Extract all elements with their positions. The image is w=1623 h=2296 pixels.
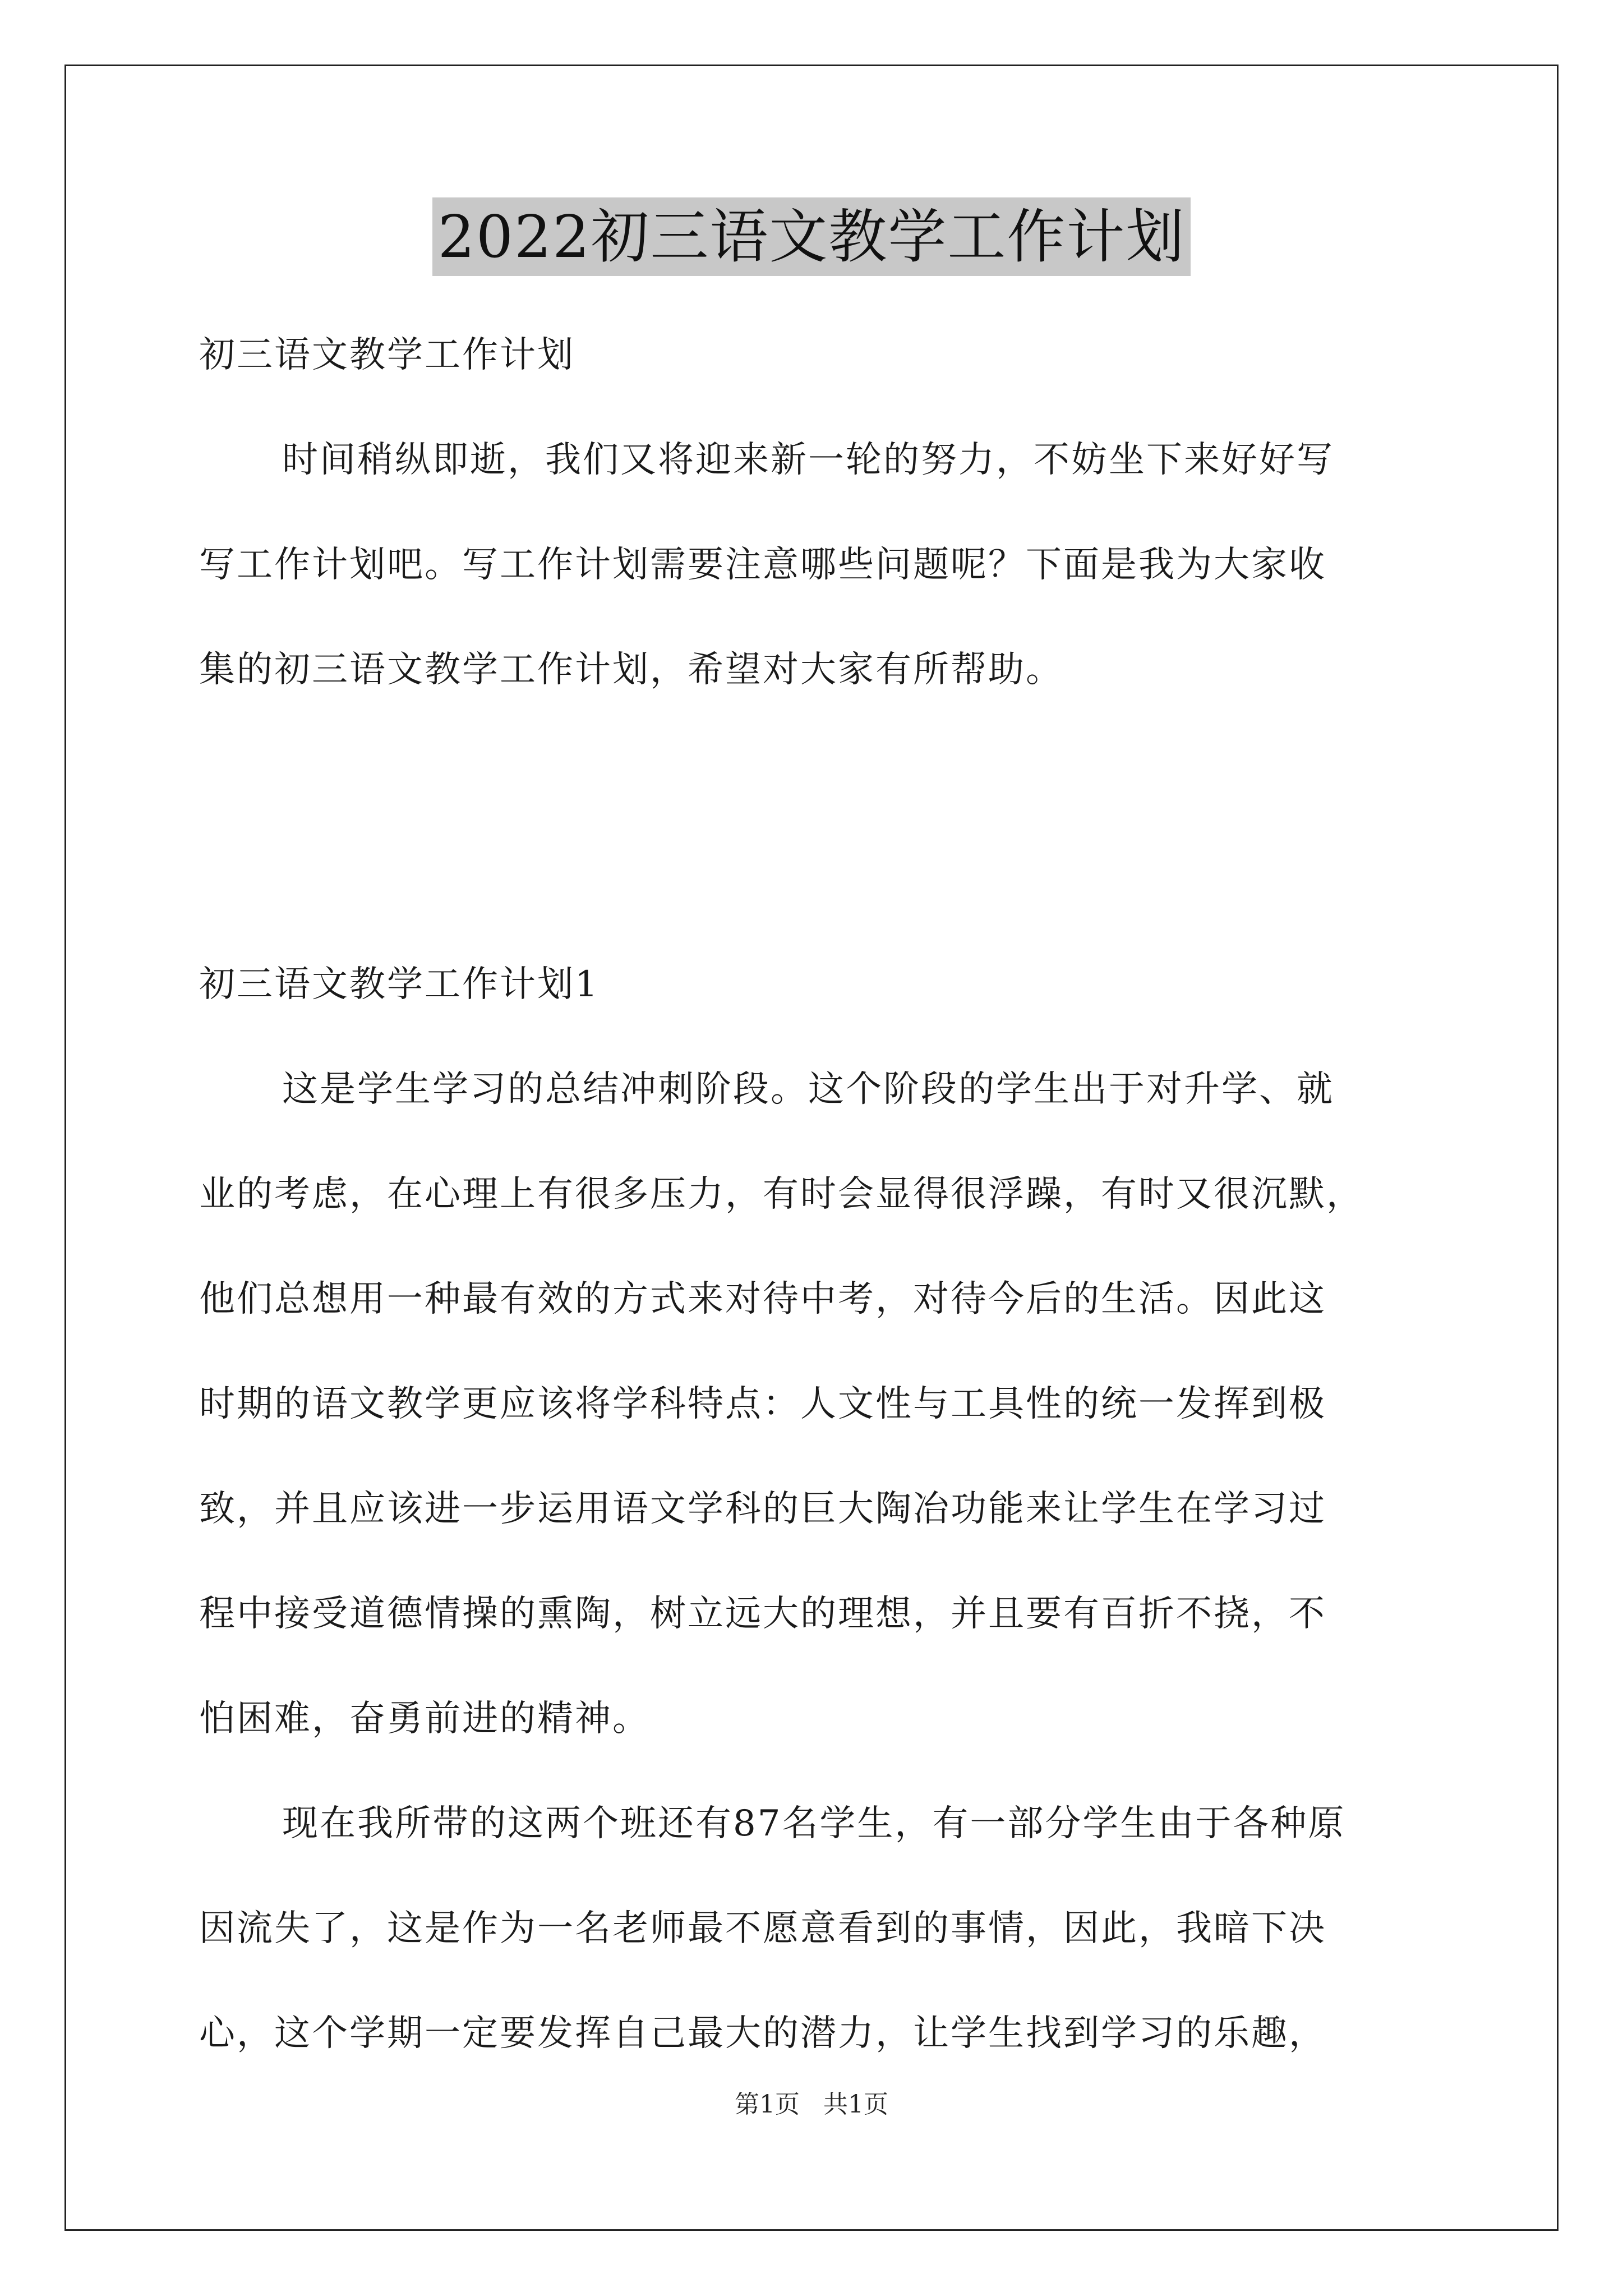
spacer (199, 723, 1450, 932)
paragraph-2 (199, 1772, 1450, 2086)
paragraph-line: 致，并且应该进一步运用语文学科的巨大陶冶功能来让学生在学习过 (199, 1488, 1326, 1530)
paragraph-line: 怕困难，奋勇前进的精神。 (199, 1698, 650, 1740)
section-heading-1: 初三语文教学工作计划1 (199, 964, 600, 1005)
paragraph-line: 心，这个学期一定要发挥自己最大的潜力，让学生找到学习的乐趣， (199, 2013, 1326, 2054)
paragraph-line: 时期的语文教学更应该将学科特点：人文性与工具性的统一发挥到极 (199, 1383, 1326, 1425)
intro-paragraph (199, 408, 1450, 723)
paragraph-line: 他们总想用一种最有效的方式来对待中考，对待今后的生活。因此这 (199, 1278, 1326, 1320)
paragraph-line: 集的初三语文教学工作计划，希望对大家有所帮助。 (199, 649, 1063, 691)
paragraph-line: 业的考虑，在心理上有很多压力，有时会显得很浮躁，有时又很沉默， (199, 1174, 1364, 1215)
paragraph-line: 因流失了，这是作为一名老师最不愿意看到的事情，因此，我暗下决 (199, 1908, 1326, 1949)
paragraph-line: 时间稍纵即逝，我们又将迎来新一轮的努力，不妨坐下来好好写 (282, 439, 1334, 481)
paragraph-line: 写工作计划吧。写工作计划需要注意哪些问题呢？下面是我为大家收 (199, 544, 1326, 586)
paragraph-line: 现在我所带的这两个班还有87名学生，有一部分学生由于各种原 (282, 1803, 1346, 1844)
paragraph-line: 这是学生学习的总结冲刺阶段。这个阶段的学生出于对升学、就 (282, 1069, 1334, 1110)
paragraph-1 (199, 1037, 1450, 1772)
title-area (0, 197, 1623, 276)
paragraph-line: 程中接受道德情操的熏陶，树立远大的理想，并且要有百折不挠，不 (199, 1593, 1326, 1635)
section-heading-main: 初三语文教学工作计划 (199, 334, 575, 376)
page-footer: 第1页 共1页 (735, 2090, 888, 2119)
document-body (199, 303, 1450, 2086)
document-title: 2022初三语文教学工作计划 (432, 197, 1191, 276)
